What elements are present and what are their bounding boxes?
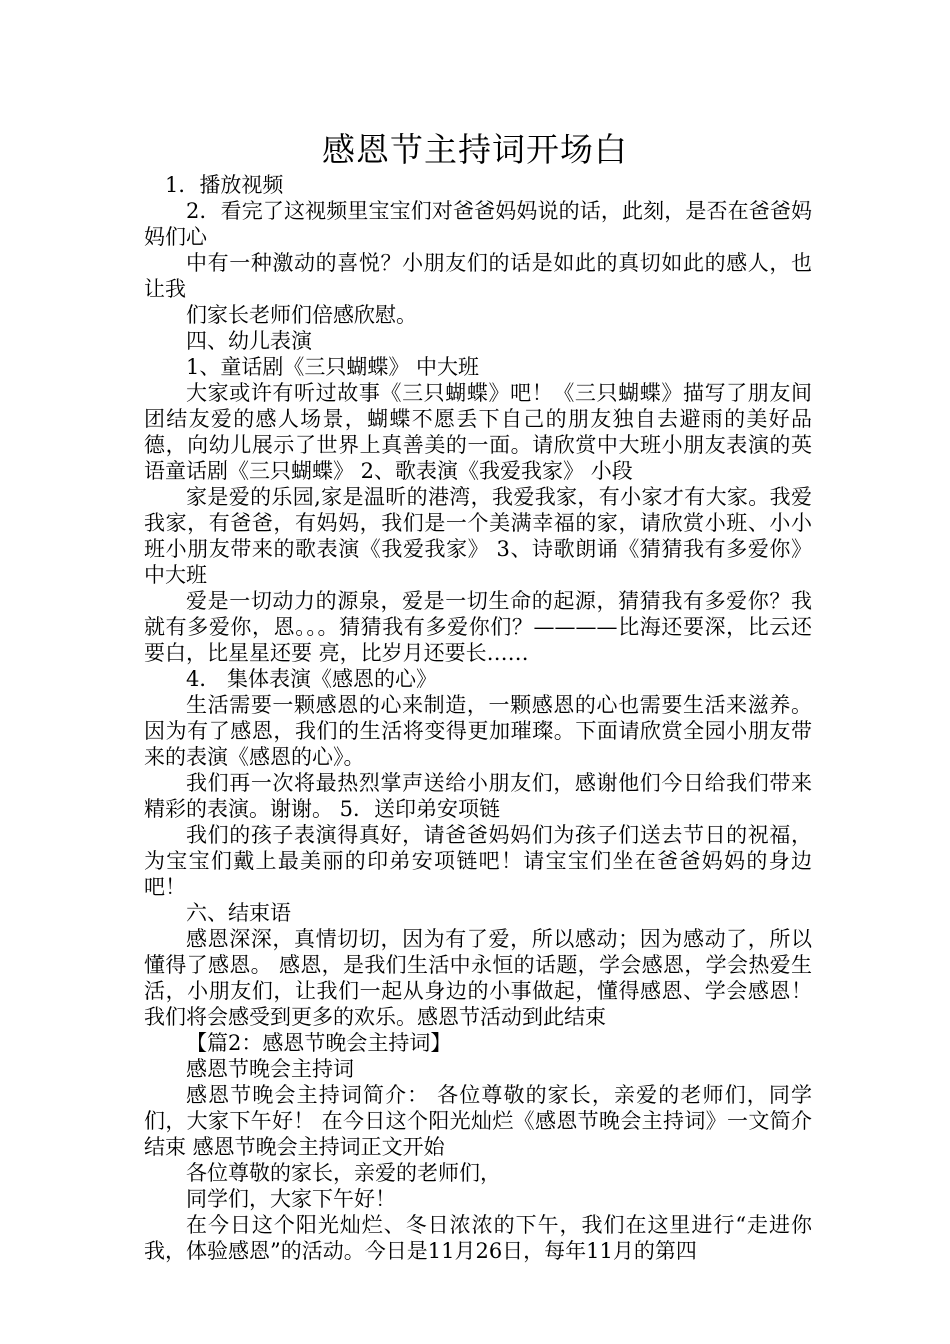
paragraph: 我们的孩子表演得真好，请爸爸妈妈们为孩子们送去节日的祝福，为宝宝们戴上最美丽的印弟安项链吧！请宝宝们坐在爸爸妈妈的身边吧！ (144, 823, 812, 899)
paragraph: 1、童话剧《三只蝴蝶》 中大班 (186, 355, 480, 379)
paragraph: 爱是一切动力的源泉，爱是一切生命的起源，猜猜我有多爱你？我就有多爱你，恩。。。猜猜我有多爱你们？————比海还要深，比云还要白，比星星还要 亮，比岁月还要长…… (144, 589, 812, 665)
paragraph: 同学们，大家下午好！ (186, 1187, 396, 1211)
paragraph: 各位尊敬的家长，亲爱的老师们， (186, 1161, 501, 1185)
document-body (144, 172, 812, 1264)
paragraph: 2．看完了这视频里宝宝们对爸爸妈妈说的话，此刻，是否在爸爸妈妈们心 (144, 199, 812, 249)
paragraph: 们家长老师们倍感欣慰。 (186, 303, 417, 327)
paragraph: 在今日这个阳光灿烂、冬日浓浓的下午，我们在这里进行“走进你我，体验感恩”的活动。今日是11月26日，每年11月的第四 (144, 1213, 812, 1263)
section-heading: 六、结束语 (186, 901, 291, 925)
paragraph: 生活需要一颗感恩的心来制造，一颗感恩的心也需要生活来滋养。因为有了感恩，我们的生活将变得更加璀璨。下面请欣赏全园小朋友带来的表演《感恩的心》。 (144, 693, 812, 769)
paragraph: 感恩节晚会主持词 (186, 1057, 354, 1081)
paragraph: 1．播放视频 (165, 173, 284, 197)
paragraph: 我们再一次将最热烈掌声送给小朋友们，感谢他们今日给我们带来精彩的表演。谢谢。 5．送印弟安项链 (144, 771, 812, 821)
paragraph: 家是爱的乐园,家是温昕的港湾，我爱我家，有小家才有大家。我爱我家，有爸爸，有妈妈，我们是一个美满幸福的家，请欣赏小班、小小班小朋友带来的歌表演《我爱我家》 3、诗歌朗诵《猜猜我有多爱你》 中大班 (144, 485, 812, 587)
section-heading: 【篇2：感恩节晚会主持词】 (186, 1031, 452, 1055)
document-title: 感恩节主持词开场白 (322, 130, 628, 169)
section-heading: 四、幼儿表演 (186, 329, 312, 353)
paragraph: 中有一种激动的喜悦？小朋友们的话是如此的真切如此的感人，也让我 (144, 251, 812, 301)
paragraph: 4． 集体表演《感恩的心》 (186, 667, 438, 691)
paragraph: 感恩深深，真情切切，因为有了爱，所以感动；因为感动了，所以懂得了感恩。 感恩，是我们生活中永恒的话题，学会感恩，学会热爱生活，小朋友们，让我们一起从身边的小事做起，懂得感恩、学会感恩！我们将会感受到更多的欢乐。感恩节活动到此结束 (144, 927, 812, 1029)
paragraph: 感恩节晚会主持词简介： 各位尊敬的家长，亲爱的老师们，同学们，大家下午好！ 在今日这个阳光灿烂《感恩节晚会主持词》一文简介结束 感恩节晚会主持词正文开始 (144, 1083, 812, 1159)
paragraph: 大家或许有听过故事《三只蝴蝶》吧！《三只蝴蝶》描写了朋友间团结友爱的感人场景，蝴蝶不愿丢下自己的朋友独自去避雨的美好品德，向幼儿展示了世界上真善美的一面。请欣赏中大班小朋友表演的英语童话剧《三只蝴蝶》 2、歌表演《我爱我家》 小段 (144, 381, 812, 483)
